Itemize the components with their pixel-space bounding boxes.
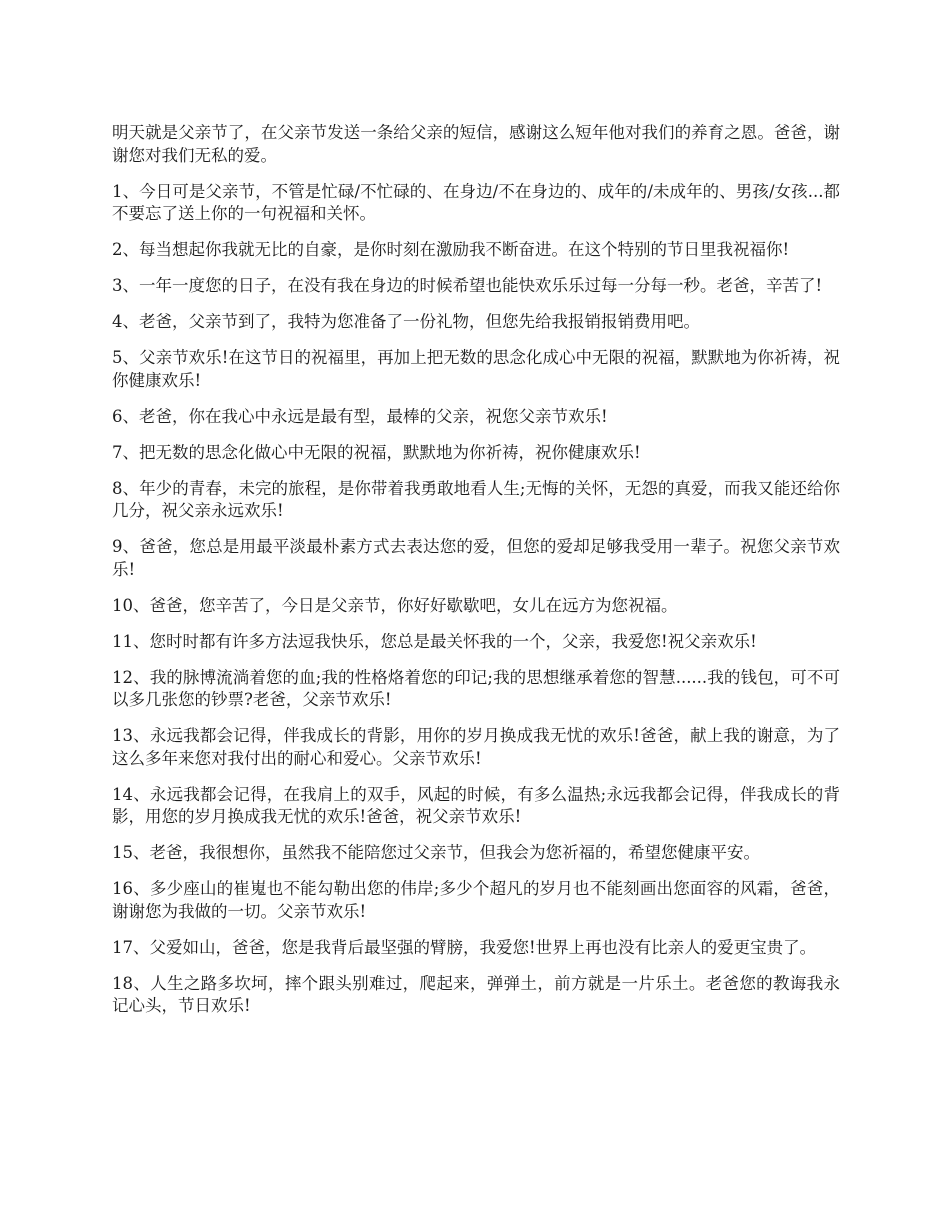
- list-item: 18、人生之路多坎坷，摔个跟头别难过，爬起来，弹弹土，前方就是一片乐土。老爸您的教诲我永记心头，节日欢乐!: [112, 973, 840, 1015]
- list-item: 14、永远我都会记得，在我肩上的双手，风起的时候，有多么温热;永远我都会记得，伴我成长的背影，用您的岁月换成我无忧的欢乐!爸爸，祝父亲节欢乐!: [112, 784, 840, 826]
- list-item: 3、一年一度您的日子，在没有我在身边的时候希望也能快欢乐乐过每一分每一秒。老爸，辛苦了!: [112, 276, 823, 295]
- list-item: 7、把无数的思念化做心中无限的祝福，默默地为你祈祷，祝你健康欢乐!: [112, 442, 641, 462]
- list-item: 2、每当想起你我就无比的自豪，是你时刻在激励我不断奋进。在这个特别的节日里我祝福你!: [112, 240, 790, 259]
- list-item: 5、父亲节欢乐!在这节日的祝福里，再加上把无数的思念化成心中无限的祝福，默默地为你祈祷，祝你健康欢乐!: [112, 348, 840, 390]
- document-body: [112, 122, 840, 1031]
- list-item: 8、年少的青春，未完的旅程，是你带着我勇敢地看人生;无悔的关怀，无怨的真爱，而我又能还给你几分，祝父亲永远欢乐!: [112, 478, 840, 520]
- list-item: 4、老爸，父亲节到了，我特为您准备了一份礼物，但您先给我报销报销费用吧。: [112, 312, 700, 331]
- list-item: 16、多少座山的崔嵬也不能勾勒出您的伟岸;多少个超凡的岁月也不能刻画出您面容的风霜，爸爸，谢谢您为我做的一切。父亲节欢乐!: [112, 879, 840, 921]
- list-item: 11、您时时都有许多方法逗我快乐，您总是最关怀我的一个，父亲，我爱您!祝父亲欢乐!: [112, 631, 757, 651]
- list-item: 1、今日可是父亲节，不管是忙碌/不忙碌的、在身边/不在身边的、成年的/未成年的、男孩/女孩...都不要忘了送上你的一句祝福和关怀。: [112, 181, 840, 223]
- intro-paragraph: 明天就是父亲节了，在父亲节发送一条给父亲的短信，感谢这么短年他对我们的养育之恩。爸爸，谢谢您对我们无私的爱。: [112, 123, 840, 165]
- list-item: 15、老爸，我很想你，虽然我不能陪您过父亲节，但我会为您祈福的，希望您健康平安。: [112, 843, 760, 862]
- list-item: 12、我的脉博流淌着您的血;我的性格烙着您的印记;我的思想继承着您的智慧......我的钱包，可不可以多几张您的钞票?老爸，父亲节欢乐!: [112, 667, 840, 709]
- list-item: 17、父爱如山，爸爸，您是我背后最坚强的臂膀，我爱您!世界上再也没有比亲人的爱更宝贵了。: [112, 937, 817, 957]
- list-item: 10、爸爸，您辛苦了，今日是父亲节，你好好歇歇吧，女儿在远方为您祝福。: [112, 595, 678, 615]
- list-item: 9、爸爸，您总是用最平淡最朴素方式去表达您的爱，但您的爱却足够我受用一辈子。祝您父亲节欢乐!: [112, 537, 840, 579]
- list-item: 6、老爸，你在我心中永远是最有型，最棒的父亲，祝您父亲节欢乐!: [112, 406, 608, 426]
- list-item: 13、永远我都会记得，伴我成长的背影，用你的岁月换成我无忧的欢乐!爸爸，献上我的谢意，为了这么多年来您对我付出的耐心和爱心。父亲节欢乐!: [112, 726, 840, 768]
